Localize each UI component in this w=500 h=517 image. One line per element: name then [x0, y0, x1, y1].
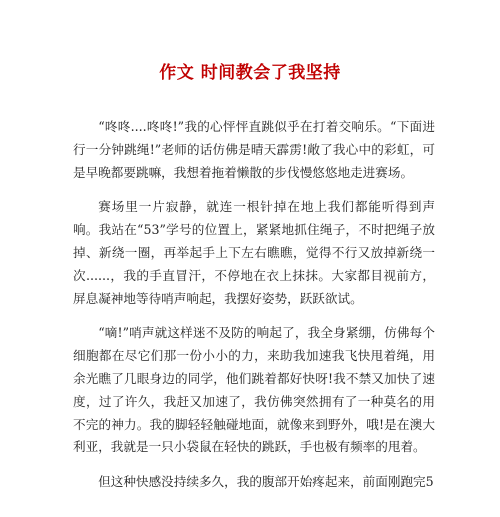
document-body [73, 116, 435, 506]
document-title: 作文 时间教会了我坚持 [159, 63, 341, 83]
paragraph-1: “咚咚....咚咚!”我的心怦怦直跳似乎在打着交响乐。“下面进行一分钟跳绳!”老师的话仿佛是晴天霹雳!敞了我心中的彩虹，可是早晚都要跳嘛，我想着拖着懒散的步伐慢悠悠地走进赛场。 [73, 119, 435, 180]
paragraph-2: 赛场里一片寂静，就连一根针掉在地上我们都能听得到声响。我站在“53”学号的位置上，紧紧地抓住绳子，不时把绳子放掉、新绕一圈，再举起手上下左右瞧瞧，觉得不行又放掉新绕一次......，我的手直冒汗，不停地在衣上抹抹。大家都目视前方，屏息凝神地等待哨声响起，我摆好姿势，跃跃欲试。 [73, 199, 435, 306]
paragraph-4: 但这种快感没持续多久，我的腹部开始疼起来，前面刚跑完5 [98, 474, 434, 490]
paragraph-3: “嘀!”哨声就这样迷不及防的响起了，我全身紧绷，仿佛每个细胞都在尽它们那一份小小的力，来助我加速我飞快甩着绳，用余光瞧了几眼身边的同学，他们跳着都好快呀!我不禁又加快了速度，过了许久，我赶又加速了，我仿佛突然拥有了一种莫名的用不完的神力。我的脚轻轻触碰地面，就像来到野外，哦!是在澳大利亚，我就是一只小袋鼠在轻快的跳跃，手也极有频率的甩着。 [73, 325, 435, 455]
